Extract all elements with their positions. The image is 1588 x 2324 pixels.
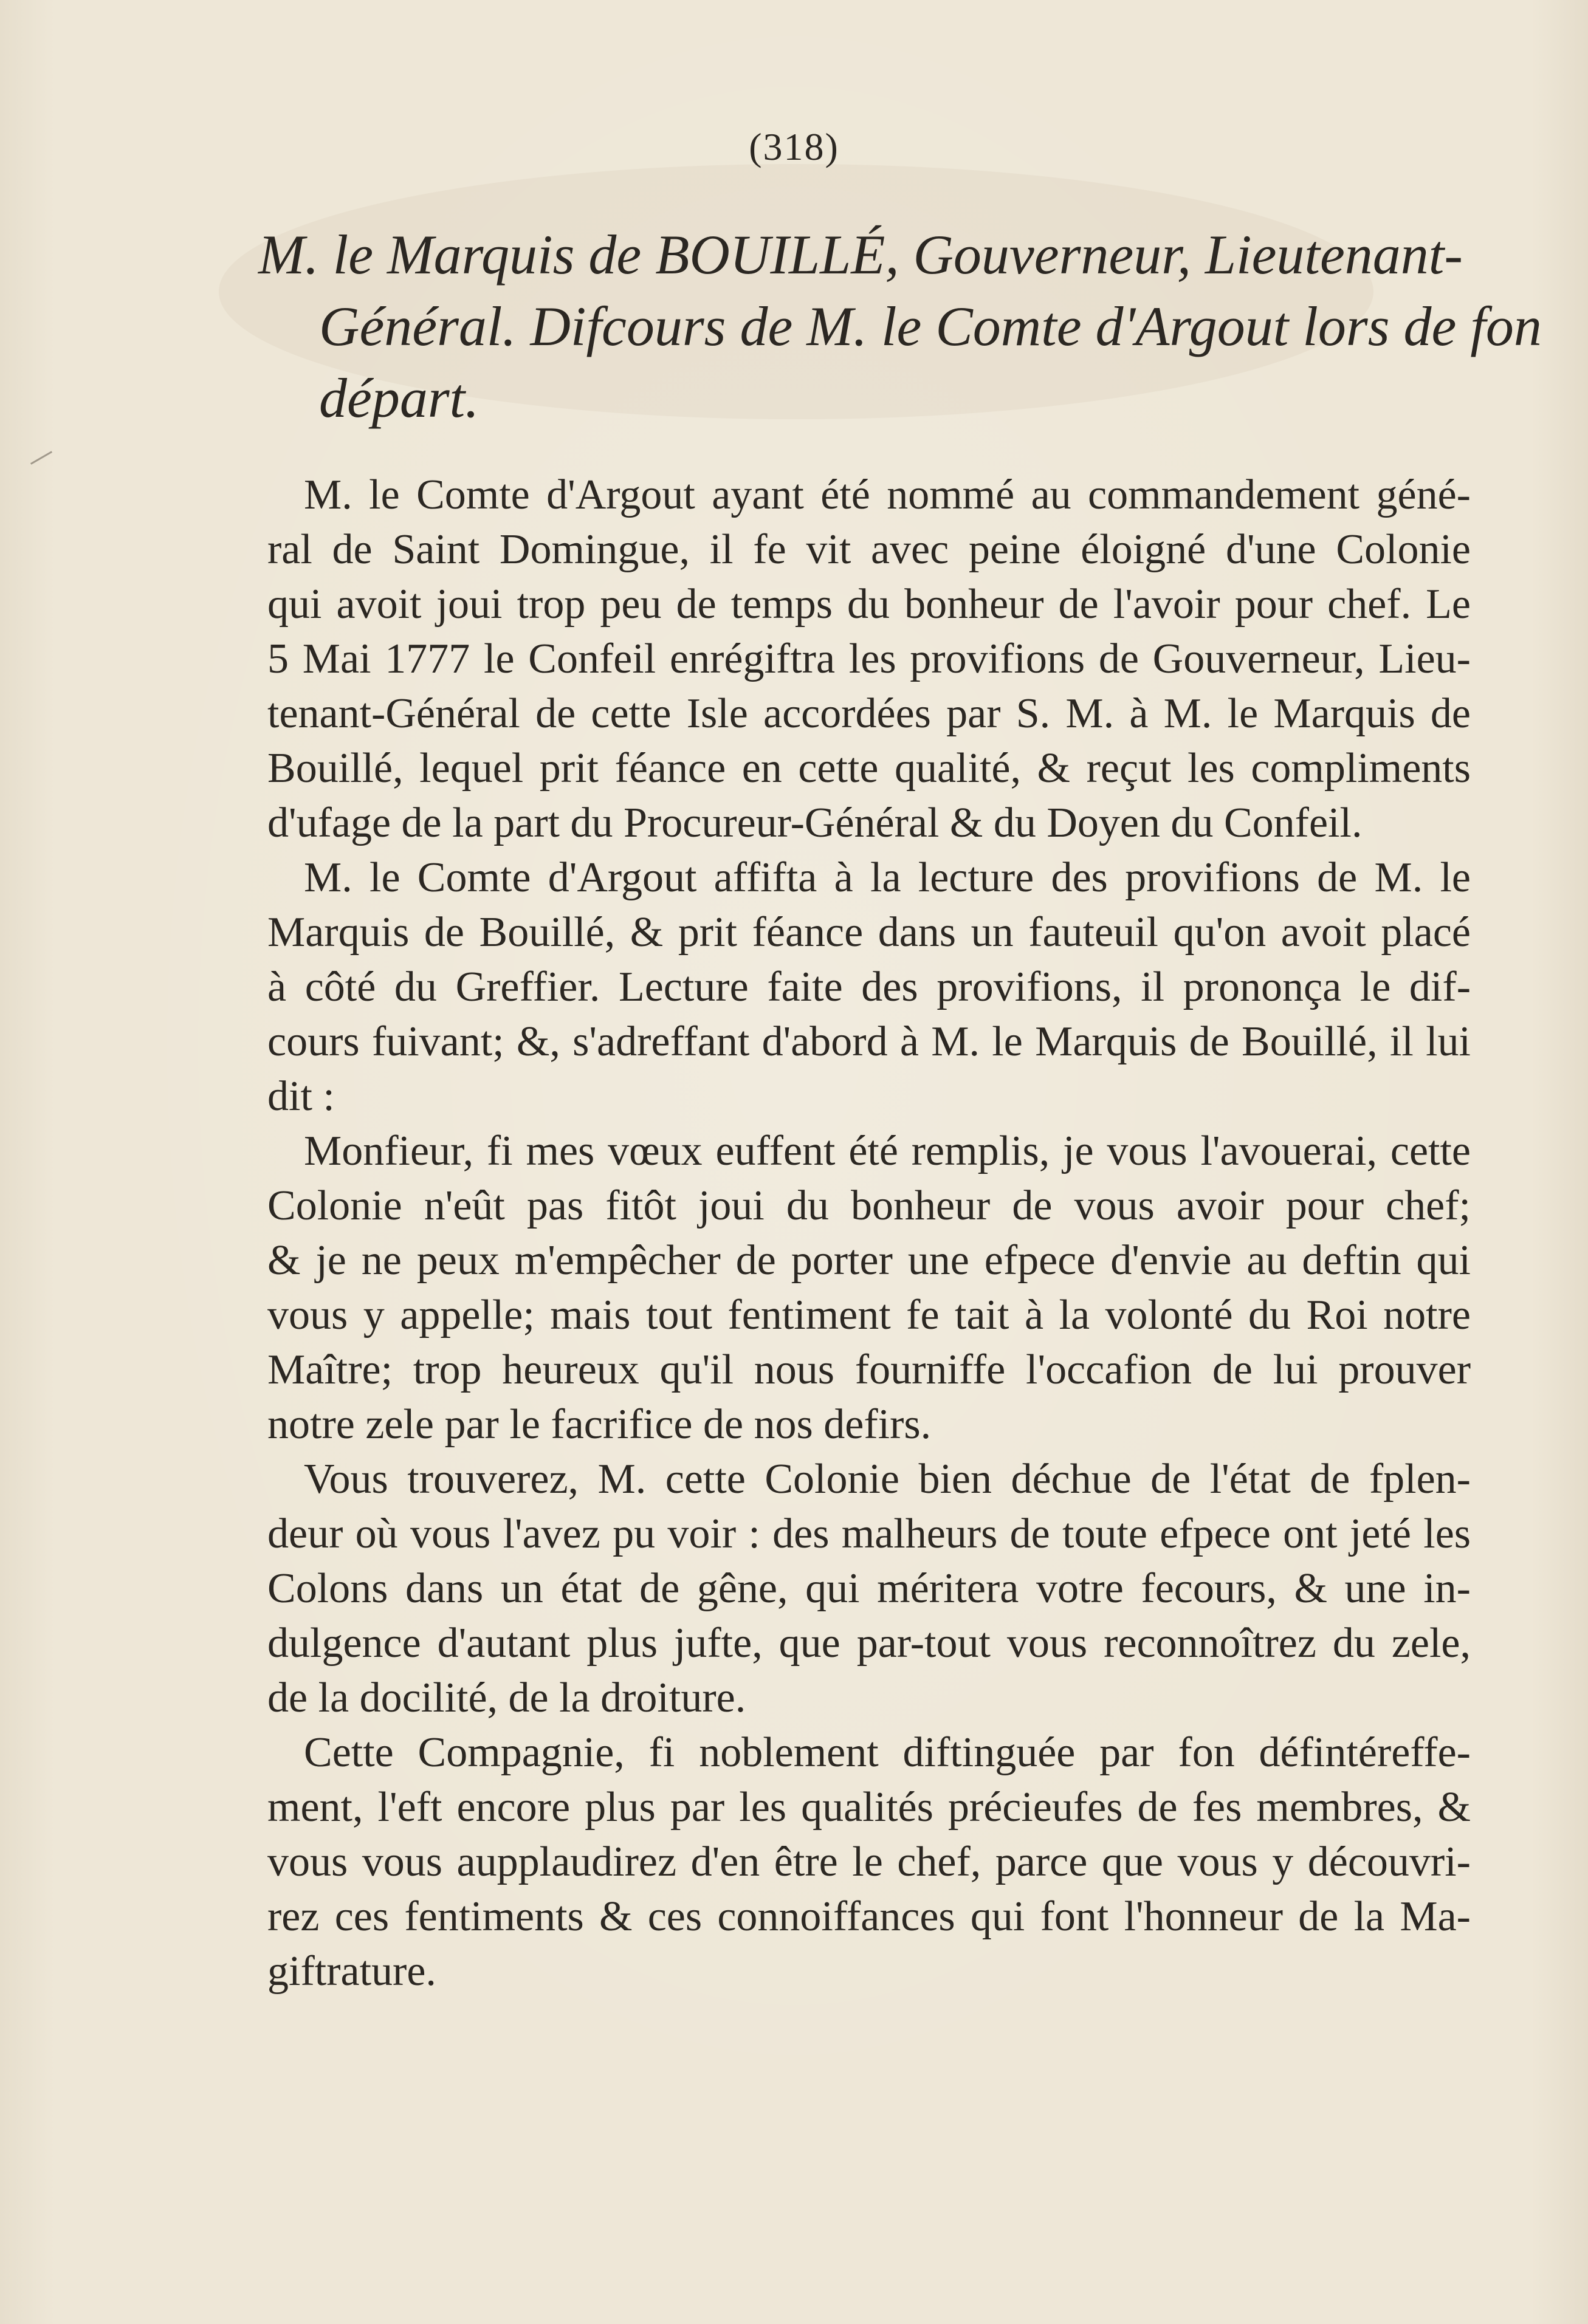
text-line: dulgence d'autant plus jufte, que par-tout vous reconnoîtrez du zele, <box>267 1620 1471 1667</box>
paragraph <box>267 1726 1471 1999</box>
heading-line: départ. <box>319 367 479 429</box>
text-line: M. le Comte d'Argout affifta à la lecture des provifions de M. le <box>304 854 1471 901</box>
text-line: 5 Mai 1777 le Confeil enrégiftra les provifions de Gouverneur, Lieu- <box>267 636 1471 682</box>
text-line: ment, l'eft encore plus par les qualités précieufes de fes membres, & <box>267 1784 1471 1831</box>
text-line: de la docilité, de la droiture. <box>267 1674 746 1721</box>
text-line: & je ne peux m'empêcher de porter une efpece d'envie au deftin qui <box>267 1237 1471 1284</box>
text-line: Maître; trop heureux qu'il nous fourniffe l'occafion de lui prouver <box>267 1346 1471 1393</box>
text-line: d'ufage de la part du Procureur-Général & du Doyen du Confeil. <box>267 800 1363 846</box>
paragraph <box>267 1452 1471 1726</box>
text-line: rez ces fentiments & ces connoiffances qui font l'honneur de la Ma- <box>267 1893 1471 1940</box>
text-line: vous vous aupplaudirez d'en être le chef, parce que vous y découvri- <box>267 1839 1471 1885</box>
text-line: cours fuivant; &, s'adreffant d'abord à M. le Marquis de Bouillé, il lui <box>267 1018 1471 1065</box>
heading-line: Général. Difcours de M. le Comte d'Argout lors de fon <box>319 295 1542 357</box>
text-line: dit : <box>267 1073 335 1120</box>
paragraph <box>267 468 1471 851</box>
text-line: Marquis de Bouillé, & prit féance dans un fauteuil qu'on avoit placé <box>267 909 1471 956</box>
body-text <box>267 468 1471 1999</box>
text-line: Colonie n'eût pas fitôt joui du bonheur de vous avoir pour chef; <box>267 1182 1471 1229</box>
pencil-mark <box>30 451 52 465</box>
text-line: qui avoit joui trop peu de temps du bonheur de l'avoir pour chef. Le <box>267 581 1471 628</box>
text-line: ral de Saint Domingue, il fe vit avec peine éloigné d'une Colonie <box>267 526 1471 573</box>
text-line: Vous trouverez, M. cette Colonie bien déchue de l'état de fplen- <box>304 1456 1471 1503</box>
text-line: vous y appelle; mais tout fentiment fe tait à la volonté du Roi notre <box>267 1292 1471 1339</box>
paragraph <box>267 1124 1471 1452</box>
text-line: Cette Compagnie, fi noblement diftinguée par fon défintéreffe- <box>304 1729 1471 1776</box>
page-number: (318) <box>749 125 839 168</box>
text-line: Monfieur, fi mes vœux euffent été remplis, je vous l'avouerai, cette <box>304 1128 1471 1174</box>
text-line: Colons dans un état de gêne, qui méritera votre fecours, & une in- <box>267 1565 1471 1612</box>
text-line: deur où vous l'avez pu voir : des malheurs de toute efpece ont jeté les <box>267 1510 1471 1557</box>
text-line: M. le Comte d'Argout ayant été nommé au commandement géné- <box>304 471 1471 518</box>
heading-line: M. le Marquis de BOUILLÉ, Gouverneur, Lieutenant- <box>258 224 1463 286</box>
text-line: Bouillé, lequel prit féance en cette qualité, & reçut les compliments <box>267 745 1471 792</box>
text-line: tenant-Général de cette Isle accordées par S. M. à M. le Marquis de <box>267 690 1471 737</box>
section-heading <box>258 219 1542 434</box>
text-line: notre zele par le facrifice de nos defirs. <box>267 1401 932 1448</box>
text-line: giftrature. <box>267 1948 436 1995</box>
text-line: à côté du Greffier. Lecture faite des provifions, il prononça le dif- <box>267 964 1471 1010</box>
paragraph <box>267 851 1471 1124</box>
